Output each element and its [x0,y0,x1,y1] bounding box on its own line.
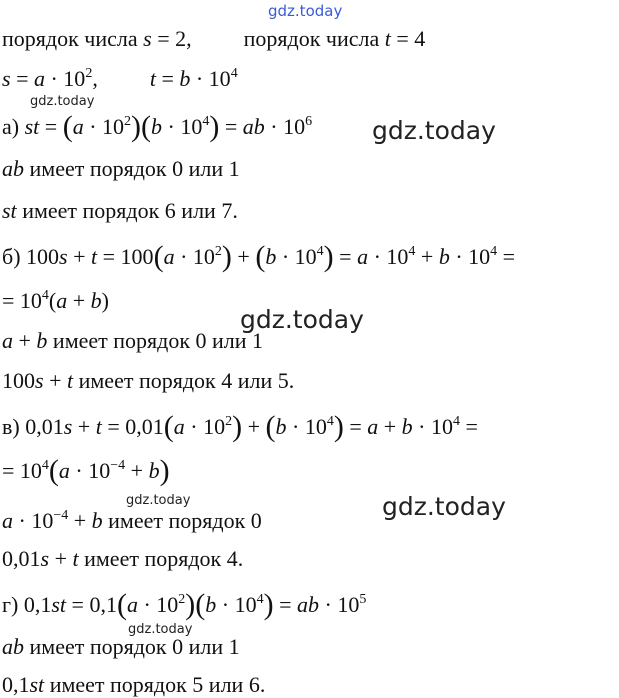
part-b-factored: = $10^4(a + b)$ [2,288,109,313]
standard-form-line: $s = a \cdot 10^2$, $t = b \cdot 10^4$ [2,66,238,91]
part-a-st-order: st имеет порядок 6 или 7. [2,198,238,223]
part-b-result-order: 100s + t имеет порядок 4 или 5. [2,368,295,393]
part-a-ab-order: ab имеет порядок 0 или 1 [2,156,240,181]
part-b-sum-order: a + b имеет порядок 0 или 1 [2,328,264,353]
part-b-equation: б) $100s + t = 100(a \cdot 10^2) + (b \cdot 10^4) = a \cdot 10^4 + b \cdot 10^4$ = [2,240,516,273]
part-v-sum-order: $a \cdot 10^{-4} + b$ имеет порядок 0 [2,508,262,533]
part-a-equation: а) st = $(a \cdot 10^2)(b \cdot 10^4)$ = ab · $10^6$ [2,110,313,143]
watermark-large: gdz.today [240,305,364,334]
watermark-top: gdz.today [268,2,343,20]
watermark-small: gdz.today [126,493,191,508]
part-g-result-order: 0,1st имеет порядок 5 или 6. [2,672,266,697]
order-statement-line: порядок числа s = 2, порядок числа t = 4 [2,26,426,51]
watermark-large: gdz.today [372,116,496,145]
part-v-result-order: 0,01s + t имеет порядок 4. [2,546,244,571]
watermark-small: gdz.today [128,622,193,637]
part-g-ab-order: ab имеет порядок 0 или 1 [2,634,240,659]
part-v-factored: = $10^4(a \cdot 10^{-4} + b)$ [2,454,170,487]
watermark-large: gdz.today [382,492,506,521]
part-g-equation: г) $0,1st = 0,1(a \cdot 10^2)(b \cdot 10^4)$ = ab · $10^5$ [2,588,367,621]
part-v-equation: в) $0,01s + t = 0,01(a \cdot 10^2) + (b \cdot 10^4) = a + b \cdot 10^4$ = [2,410,478,443]
watermark-small: gdz.today [30,94,95,109]
